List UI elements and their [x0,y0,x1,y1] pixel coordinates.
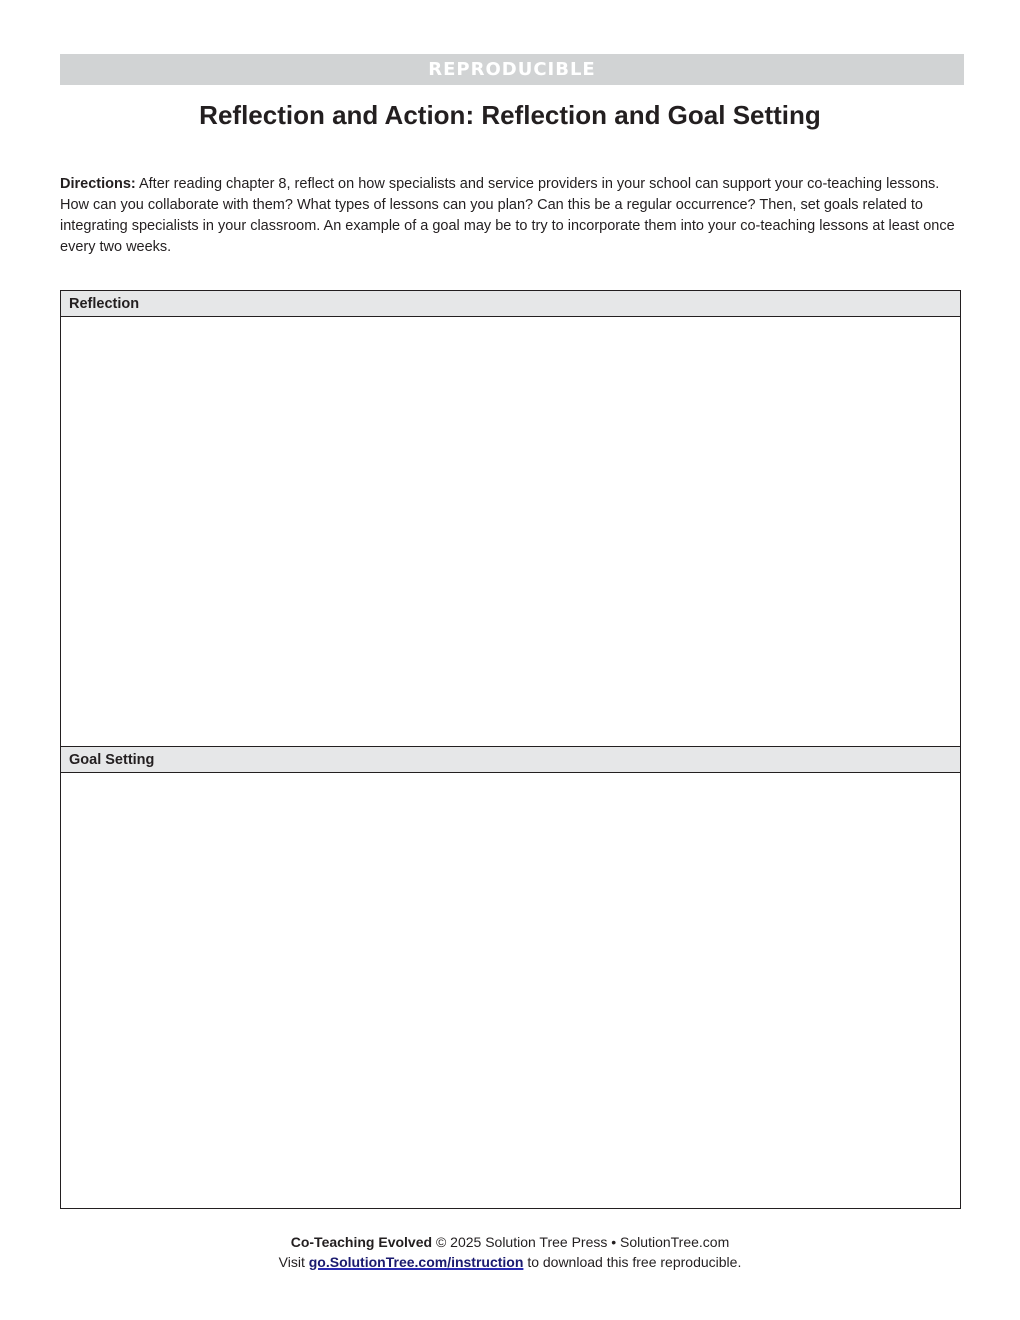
goal-setting-response-area[interactable] [61,774,960,1208]
visit-prefix: Visit [278,1254,305,1270]
banner-label: REPRODUCIBLE [428,59,596,80]
reproducible-banner [60,54,964,85]
directions-label: Directions: [60,176,136,192]
footer-visit-line [0,1252,1020,1272]
page-title: Reflection and Action: Reflection and Goal Setting [199,100,821,130]
reflection-response-area[interactable] [61,318,960,747]
instruction-link[interactable]: go.SolutionTree.com/instruction [308,1254,524,1270]
copyright-text: © 2025 Solution Tree Press • SolutionTree.com [435,1234,730,1250]
goal-setting-header [61,747,960,773]
visit-suffix: to download this free reproducible. [527,1254,742,1270]
reflection-header [61,291,960,317]
goal-setting-label: Goal Setting [69,751,155,768]
book-title: Co-Teaching Evolved [290,1234,433,1250]
worksheet-form [60,290,961,1209]
directions-paragraph [60,174,960,258]
reflection-label: Reflection [69,295,140,312]
page-footer [0,1232,1020,1272]
footer-copyright-line [0,1232,1020,1252]
directions-text: After reading chapter 8, reflect on how specialists and service providers in your school can support your co-teaching lessons. How can you collaborate with them? What types of lessons can you plan? Can this be a regular occurrence? Then, set goals related to integrating specialists in your classroom. An example of a goal may be to try to incorporate them into your co-teaching lessons at least once every two weeks. [60,176,955,255]
